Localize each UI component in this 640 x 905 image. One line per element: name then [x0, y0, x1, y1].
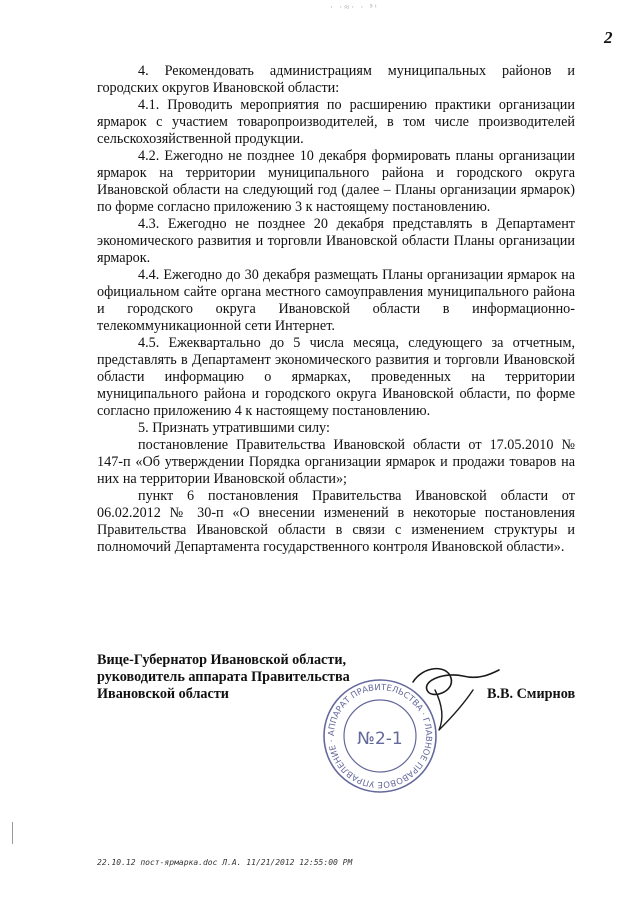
signer-title-line-1: Вице-Губернатор Ивановской области,	[97, 652, 347, 668]
footer-file-info: 22.10.12 пост-ярмарка.doc Л.А. 11/21/2012 12:55:00 PM	[97, 858, 353, 867]
stamp-ring-text: АППАРАТ ПРАВИТЕЛЬСТВА · ГЛАВНОЕ ПРАВОВОЕ УПРАВЛЕНИЕ ·	[326, 682, 434, 790]
paragraph-item-4-3: 4.3. Ежегодно не позднее 20 декабря представлять в Департамент экономического развития и торговли Ивановской области Планы организации ярмарок.	[97, 216, 575, 266]
paragraph-item-5: 5. Признать утратившими силу:	[138, 420, 330, 436]
paragraph-item-4-5: 4.5. Ежеквартально до 5 числа месяца, следующего за отчетным, представлять в Департамент экономического развития и торговли Ивановской области информацию о ярмарках, проведенных на территории муниципального района и городского округа Ивановской области, по форме согласно приложению 4 к настоящему постановлению.	[97, 335, 575, 419]
signer-title-line-2: руководитель аппарата Правительства	[97, 669, 350, 685]
signer-title-line-3: Ивановской области	[97, 686, 229, 702]
paragraph-item-4-4: 4.4. Ежегодно до 30 декабря размещать Планы организации ярмарок на официальном сайте органа местного самоуправления муниципального района и городского округа Ивановской области в информационно-телекоммуникационной сети Интернет.	[97, 267, 575, 334]
paragraph-item-4-1: 4.1. Проводить мероприятия по расширению практики организации ярмарок с участием товаропроизводителей, в том числе производителей сельскохозяйственной продукции.	[97, 97, 575, 147]
paragraph-repeal-1: постановление Правительства Ивановской области от 17.05.2010 № 147-п «Об утверждении Порядка организации ярмарок и продажи товаров на них на территории Ивановской области»;	[97, 437, 575, 487]
signer-name: В.В. Смирнов	[487, 686, 576, 702]
scan-margin-mark	[12, 822, 13, 844]
stamp-center-text: №2-1	[357, 729, 403, 749]
paragraph-item-4-2: 4.2. Ежегодно не позднее 10 декабря формировать планы организации ярмарок на территории муниципального района и городского округа Ивановской области на следующий год (далее – Планы организации ярмарок) по форме согласно приложению 3 к настоящему постановлению.	[97, 148, 575, 215]
page-number: 2	[604, 28, 613, 47]
paragraph-item-4: 4. Рекомендовать администрациям муниципальных районов и городских округов Ивановской области:	[97, 63, 575, 96]
document-body	[97, 63, 575, 556]
scan-noise: · ·≈· · ⁵ᵗ	[330, 2, 379, 12]
paragraph-repeal-2: пункт 6 постановления Правительства Ивановской области от 06.02.2012 № 30-п «О внесении изменений в некоторые постановления Правительства Ивановской области в связи с изменением структуры и полномочий Департамента государственного контроля Ивановской области».	[97, 488, 575, 555]
